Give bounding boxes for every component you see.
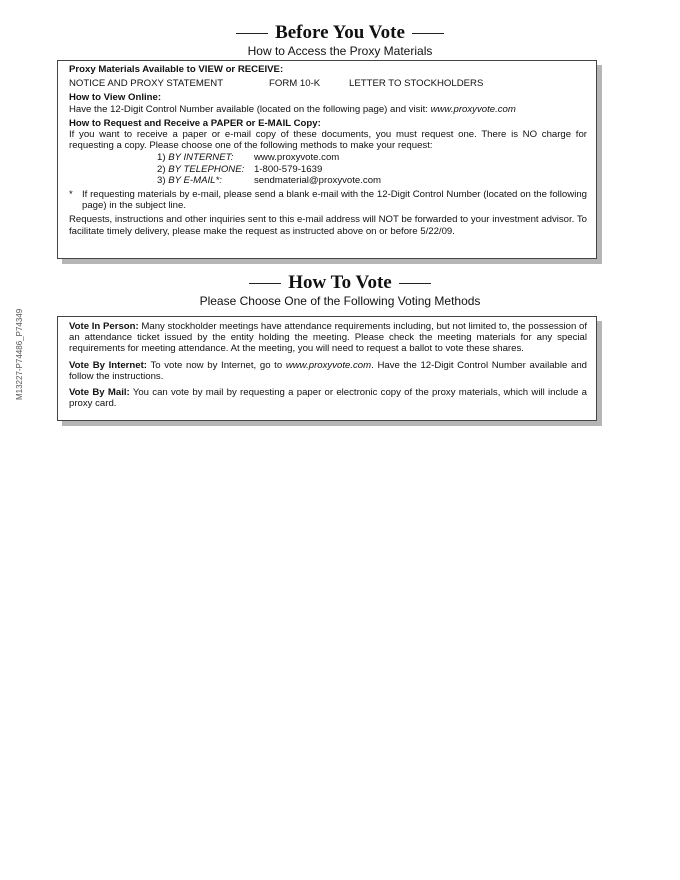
email-footnote [69,189,587,211]
view-online-text [69,104,587,115]
heading-rule-right [412,33,444,34]
request-copy-heading: How to Request and Receive a PAPER or E-MAIL Copy: [69,117,321,129]
method-telephone-number[interactable]: 1-800-579-1639 [254,163,323,175]
method-email-address[interactable]: sendmaterial@proxyvote.com [254,174,382,186]
footnote-star: * [69,189,73,201]
vote-by-mail-text: You can vote by mail by requesting a paper or electronic copy of the proxy materials, which will include a proxy card. [69,387,588,410]
method-label: BY TELEPHONE: [168,163,245,175]
method-internet [157,152,587,163]
method-number: 2) [157,163,166,175]
vote-by-mail [69,387,587,409]
method-number: 1) [157,152,166,164]
vote-by-internet-instructions: . Have the 12-Digit Control Number available and follow the instructions. [69,359,587,382]
materials-heading: Proxy Materials Available to VIEW or RECEIVE: [69,64,284,75]
how-title: How To Vote [288,272,392,293]
voting-methods-box [57,316,597,421]
method-email [157,175,587,186]
how-to-vote-heading [0,272,680,294]
vote-by-internet-label: Vote By Internet: [69,359,147,371]
method-number: 3) [157,174,166,186]
before-subtitle: How to Access the Proxy Materials [247,44,433,58]
documents-list [69,78,587,89]
how-subtitle: Please Choose One of the Following Voting Methods [199,294,481,308]
view-online-instructions: Have the 12-Digit Control Number available (located on the following page) and visit: [69,103,431,115]
heading-rule-left [249,283,281,284]
footnote-text: If requesting materials by e-mail, please send a blank e-mail with the 12-Digit Control Number (located on the following page) in the subject line. [82,189,587,212]
view-online-heading: How to View Online: [69,92,162,104]
proxyvote-link[interactable]: www.proxyvote.com [430,103,516,115]
vote-proxyvote-link[interactable]: www.proxyvote.com [285,359,372,371]
heading-rule-left [236,33,268,34]
closing-text: Requests, instructions and other inquiries sent to this e-mail address will NOT be forwarded to your investment advisor. To facilitate timely delivery, please make the request as instructed above on or before 5/22/09. [69,214,587,237]
vote-by-internet [69,360,587,382]
document-notice: NOTICE AND PROXY STATEMENT [69,78,224,90]
before-you-vote-heading [0,22,680,44]
heading-rule-right [399,283,431,284]
vote-in-person-label: Vote In Person: [69,321,139,332]
method-internet-url[interactable]: www.proxyvote.com [254,152,340,164]
vote-by-internet-text: To vote now by Internet, go to [147,359,286,371]
document-code: M13227-P74486_P74349 [15,308,24,400]
document-letter: LETTER TO STOCKHOLDERS [349,78,484,90]
vote-in-person [69,321,587,355]
document-form-10k: FORM 10-K [269,78,321,90]
vote-in-person-text: Many stockholder meetings have attendance requirements including, but not limited to, the possession of an attendance ticket issued by the entity holding the meeting. Please check the meeting materials for any special requirements for meeting attendance. At the meeting, you will need to request a ballot to vote these shares. [69,321,587,355]
vote-by-mail-label: Vote By Mail: [69,387,130,399]
method-telephone [157,164,587,175]
proxy-materials-box [57,60,597,259]
request-methods [157,152,587,186]
method-label: BY INTERNET: [168,152,234,164]
method-label: BY E-MAIL*: [168,174,222,186]
request-copy-text: If you want to receive a paper or e-mail copy of these documents, you must request one. There is NO charge for requesting a copy. Please choose one of the following methods to make your request: [69,129,587,152]
before-title: Before You Vote [275,22,405,43]
